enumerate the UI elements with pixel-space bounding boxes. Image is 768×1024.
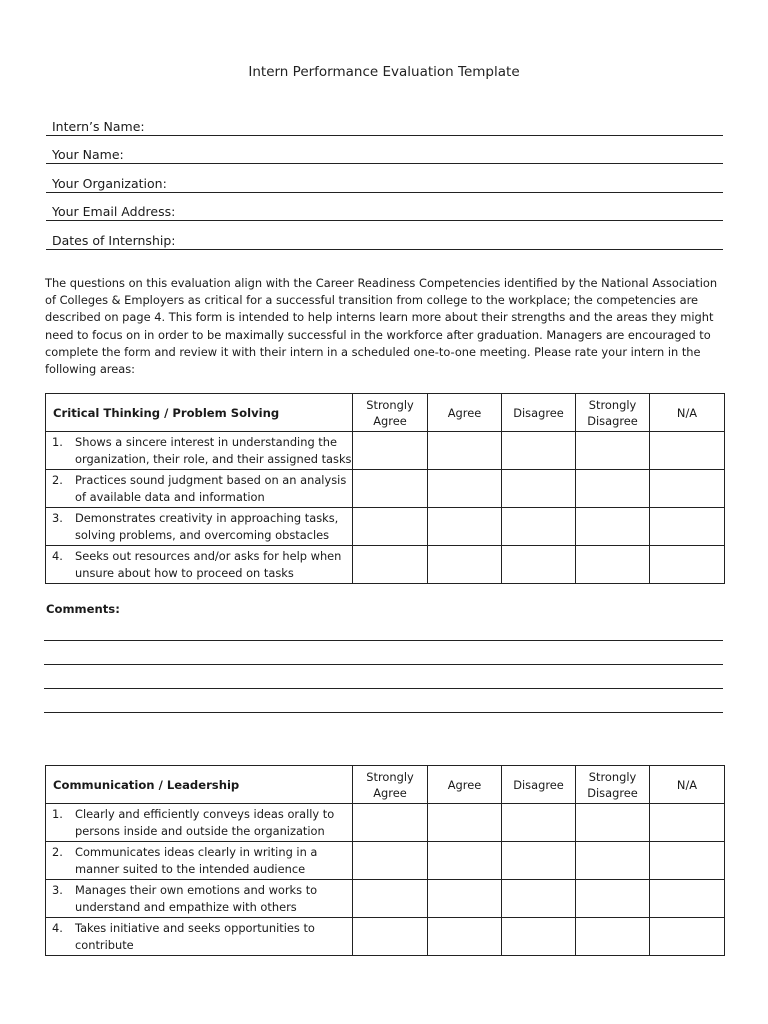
col-agree: Agree xyxy=(428,766,502,804)
rating-cell-disagree[interactable] xyxy=(502,842,576,880)
rating-cell-strongly-agree[interactable] xyxy=(353,804,428,842)
rating-cell-agree[interactable] xyxy=(428,804,502,842)
rating-cell-strongly-agree[interactable] xyxy=(353,432,428,470)
item-text: 1. Shows a sincere interest in understanding the organization, their role, and their assigned tasks xyxy=(46,432,353,470)
email-field[interactable] xyxy=(46,193,723,222)
rating-cell-disagree[interactable] xyxy=(502,432,576,470)
item-text: 4. Takes initiative and seeks opportunities to contribute xyxy=(46,918,353,956)
col-disagree: Disagree xyxy=(502,394,576,432)
col-na: N/A xyxy=(650,394,725,432)
comment-line[interactable] xyxy=(44,688,723,689)
table-row xyxy=(46,546,725,584)
rating-cell-strongly-disagree[interactable] xyxy=(576,546,650,584)
rating-cell-strongly-disagree[interactable] xyxy=(576,880,650,918)
rating-cell-na[interactable] xyxy=(650,842,725,880)
rating-cell-disagree[interactable] xyxy=(502,546,576,584)
rating-cell-agree[interactable] xyxy=(428,880,502,918)
item-text: 3. Manages their own emotions and works to understand and empathize with others xyxy=(46,880,353,918)
table-row xyxy=(46,842,725,880)
rating-cell-strongly-agree[interactable] xyxy=(353,842,428,880)
col-strongly-agree: Strongly Agree xyxy=(353,394,428,432)
rating-cell-na[interactable] xyxy=(650,918,725,956)
rating-cell-strongly-agree[interactable] xyxy=(353,546,428,584)
col-na: N/A xyxy=(650,766,725,804)
rating-cell-agree[interactable] xyxy=(428,842,502,880)
evaluation-table-communication xyxy=(45,765,725,956)
section-title: Communication / Leadership xyxy=(46,766,353,804)
rating-cell-na[interactable] xyxy=(650,470,725,508)
field-label: Your Name: xyxy=(52,147,124,163)
item-text: 2. Communicates ideas clearly in writing in a manner suited to the intended audience xyxy=(46,842,353,880)
page-title: Intern Performance Evaluation Template xyxy=(248,64,520,80)
comment-line[interactable] xyxy=(44,664,723,665)
rating-cell-strongly-disagree[interactable] xyxy=(576,508,650,546)
organization-field[interactable] xyxy=(46,164,723,193)
rating-cell-disagree[interactable] xyxy=(502,918,576,956)
item-text: 3. Demonstrates creativity in approaching tasks, solving problems, and overcoming obstacles xyxy=(46,508,353,546)
item-text: 1. Clearly and efficiently conveys ideas orally to persons inside and outside the organization xyxy=(46,804,353,842)
field-label: Your Email Address: xyxy=(52,204,176,220)
col-strongly-disagree: Strongly Disagree xyxy=(576,766,650,804)
field-label: Your Organization: xyxy=(52,175,167,191)
col-strongly-agree: Strongly Agree xyxy=(353,766,428,804)
rating-cell-strongly-disagree[interactable] xyxy=(576,842,650,880)
rating-cell-na[interactable] xyxy=(650,804,725,842)
rating-cell-na[interactable] xyxy=(650,880,725,918)
rating-cell-strongly-disagree[interactable] xyxy=(576,432,650,470)
rating-cell-na[interactable] xyxy=(650,508,725,546)
field-label: Dates of Internship: xyxy=(52,232,176,248)
rating-cell-strongly-disagree[interactable] xyxy=(576,804,650,842)
table-row xyxy=(46,432,725,470)
col-agree: Agree xyxy=(428,394,502,432)
your-name-field[interactable] xyxy=(46,136,723,165)
table-row xyxy=(46,804,725,842)
rating-cell-na[interactable] xyxy=(650,432,725,470)
table-row xyxy=(46,918,725,956)
col-disagree: Disagree xyxy=(502,766,576,804)
rating-cell-strongly-agree[interactable] xyxy=(353,508,428,546)
rating-cell-agree[interactable] xyxy=(428,432,502,470)
rating-cell-strongly-agree[interactable] xyxy=(353,918,428,956)
table-row xyxy=(46,880,725,918)
rating-cell-na[interactable] xyxy=(650,546,725,584)
rating-cell-strongly-disagree[interactable] xyxy=(576,918,650,956)
item-text: 4. Seeks out resources and/or asks for help when unsure about how to proceed on tasks xyxy=(46,546,353,584)
rating-cell-disagree[interactable] xyxy=(502,508,576,546)
rating-cell-disagree[interactable] xyxy=(502,804,576,842)
item-text: 2. Practices sound judgment based on an analysis of available data and information xyxy=(46,470,353,508)
info-fields xyxy=(46,107,723,250)
rating-cell-strongly-agree[interactable] xyxy=(353,880,428,918)
rating-cell-agree[interactable] xyxy=(428,508,502,546)
col-strongly-disagree: Strongly Disagree xyxy=(576,394,650,432)
comment-line[interactable] xyxy=(44,712,723,713)
field-label: Intern’s Name: xyxy=(52,118,145,134)
rating-cell-strongly-agree[interactable] xyxy=(353,470,428,508)
intern-name-field[interactable] xyxy=(46,107,723,136)
evaluation-table-critical-thinking xyxy=(45,393,725,584)
table-row xyxy=(46,508,725,546)
rating-cell-disagree[interactable] xyxy=(502,470,576,508)
table-row xyxy=(46,470,725,508)
rating-cell-agree[interactable] xyxy=(428,918,502,956)
intro-paragraph: The questions on this evaluation align with the Career Readiness Competencies identified by the National Association of Colleges & Employers as critical for a successful transition from college to the workplace; the competencies are described on page 4. This form is intended to help interns learn more about their strengths and the areas they might need to focus on in order to be maximally successful in the workforce after graduation. Managers are encouraged to complete the form and review it with their intern in a scheduled one-to-one meeting. Please rate your intern in the following areas: xyxy=(45,276,718,377)
rating-cell-disagree[interactable] xyxy=(502,880,576,918)
rating-cell-agree[interactable] xyxy=(428,546,502,584)
internship-dates-field[interactable] xyxy=(46,221,723,250)
rating-cell-strongly-disagree[interactable] xyxy=(576,470,650,508)
comments-label: Comments: xyxy=(46,602,120,616)
section-title: Critical Thinking / Problem Solving xyxy=(46,394,353,432)
rating-cell-agree[interactable] xyxy=(428,470,502,508)
comment-line[interactable] xyxy=(44,640,723,641)
